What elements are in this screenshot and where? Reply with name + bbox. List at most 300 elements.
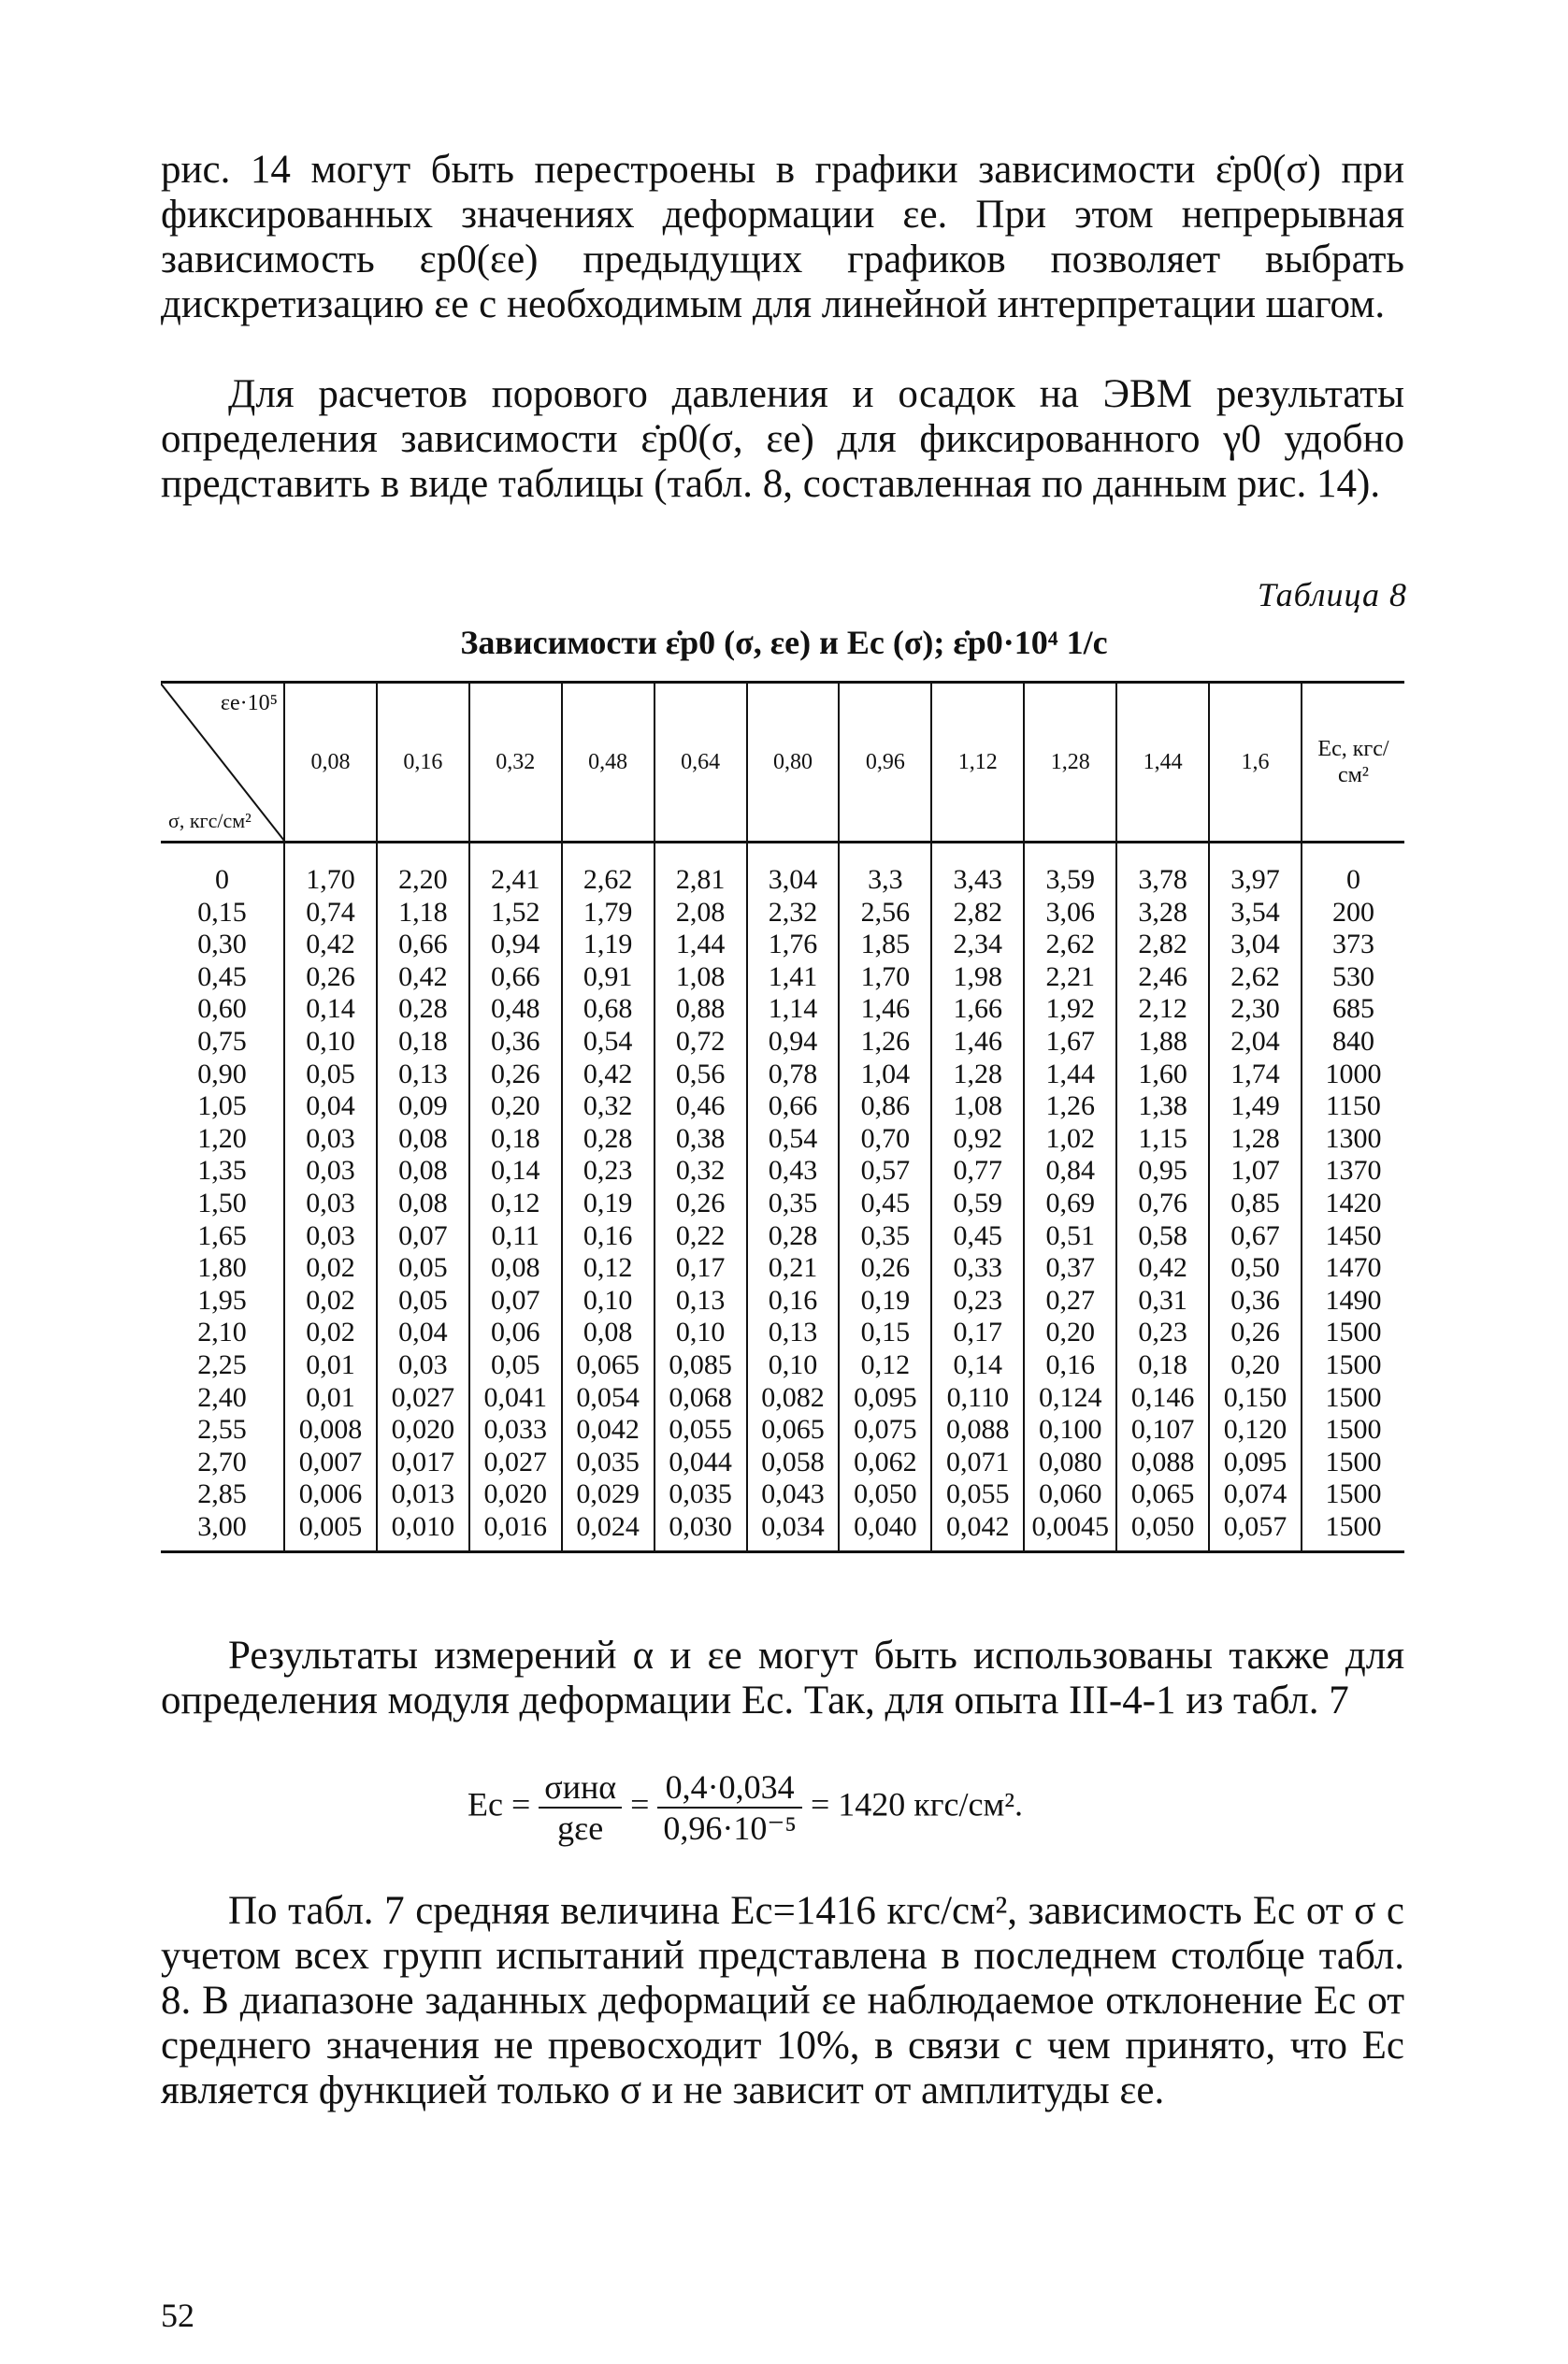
sigma-cell: 1,35 <box>197 1155 247 1187</box>
ec-cell: 1500 <box>1302 1382 1404 1415</box>
table-title: Зависимости ε̇p0 (σ, εe) и Eс (σ); ε̇p0·10⁴ 1/с <box>460 624 1108 661</box>
strain-rate-cell: 1,04 <box>839 1059 931 1091</box>
strain-rate-cell: 1,76 <box>747 929 840 961</box>
strain-rate-cell: 0,67 <box>1209 1220 1302 1253</box>
table-row <box>161 1447 1404 1479</box>
strain-rate-cell: 0,26 <box>1209 1317 1302 1349</box>
strain-rate-cell: 0,035 <box>655 1478 747 1511</box>
strain-rate-cell: 0,05 <box>469 1349 562 1382</box>
strain-rate-cell: 1,07 <box>1209 1155 1302 1188</box>
strain-rate-cell: 2,81 <box>655 843 747 897</box>
strain-rate-cell: 0,029 <box>562 1478 655 1511</box>
strain-rate-cell: 0,16 <box>1024 1349 1116 1382</box>
column-header: 1,12 <box>931 684 1024 843</box>
strain-rate-cell: 0,043 <box>747 1478 840 1511</box>
table-row <box>161 1059 1404 1091</box>
formula-frac1-numerator: σинα <box>539 1767 622 1809</box>
column-header: 0,32 <box>469 684 562 843</box>
strain-rate-cell: 2,30 <box>1209 993 1302 1026</box>
strain-rate-cell: 0,23 <box>931 1285 1024 1318</box>
strain-rate-cell: 0,04 <box>377 1317 469 1349</box>
strain-rate-cell: 0,32 <box>562 1090 655 1123</box>
strain-rate-cell: 0,58 <box>1116 1220 1209 1253</box>
table-row <box>161 1155 1404 1188</box>
strain-rate-cell: 0,21 <box>747 1252 840 1285</box>
strain-rate-cell: 0,69 <box>1024 1188 1116 1220</box>
strain-rate-cell: 0,074 <box>1209 1478 1302 1511</box>
strain-rate-cell: 0,08 <box>562 1317 655 1349</box>
strain-rate-cell: 0,26 <box>839 1252 931 1285</box>
strain-rate-cell: 0,59 <box>931 1188 1024 1220</box>
sigma-cell: 2,40 <box>197 1381 247 1413</box>
strain-rate-cell: 2,21 <box>1024 961 1116 994</box>
formula-frac2-denominator: 0,96·10⁻⁵ <box>663 1809 797 1847</box>
strain-rate-cell: 1,28 <box>931 1059 1024 1091</box>
strain-rate-cell: 0,027 <box>469 1447 562 1479</box>
column-header: 0,96 <box>839 684 931 843</box>
strain-rate-cell: 0,92 <box>931 1123 1024 1156</box>
sigma-cell: 1,65 <box>197 1219 247 1251</box>
strain-rate-cell: 0,94 <box>747 1026 840 1059</box>
ec-cell: 1500 <box>1302 1511 1404 1551</box>
strain-rate-cell: 1,02 <box>1024 1123 1116 1156</box>
strain-rate-cell: 0,04 <box>284 1090 377 1123</box>
table-row <box>161 1317 1404 1349</box>
strain-rate-cell: 0,45 <box>931 1220 1024 1253</box>
strain-rate-cell: 0,19 <box>562 1188 655 1220</box>
column-header-ec: Eс, кгс/см² <box>1302 684 1404 843</box>
strain-rate-cell: 1,67 <box>1024 1026 1116 1059</box>
strain-rate-cell: 0,26 <box>469 1059 562 1091</box>
strain-rate-cell: 1,26 <box>839 1026 931 1059</box>
strain-rate-cell: 1,79 <box>562 897 655 930</box>
strain-rate-cell: 0,77 <box>931 1155 1024 1188</box>
strain-rate-cell: 0,120 <box>1209 1414 1302 1447</box>
sigma-cell: 1,95 <box>197 1284 247 1316</box>
strain-rate-cell: 0,008 <box>284 1414 377 1447</box>
strain-rate-cell: 0,10 <box>747 1349 840 1382</box>
strain-rate-cell: 0,057 <box>1209 1511 1302 1551</box>
strain-rate-cell: 0,054 <box>562 1382 655 1415</box>
table-header-row <box>161 684 1404 843</box>
strain-rate-cell: 0,017 <box>377 1447 469 1479</box>
strain-rate-cell: 0,03 <box>377 1349 469 1382</box>
ec-cell: 530 <box>1302 961 1404 994</box>
strain-rate-cell: 0,18 <box>469 1123 562 1156</box>
strain-rate-cell: 1,70 <box>839 961 931 994</box>
sigma-cell: 1,80 <box>197 1252 247 1284</box>
strain-rate-cell: 0,03 <box>284 1123 377 1156</box>
corner-header-cell <box>161 684 284 843</box>
ec-cell: 1490 <box>1302 1285 1404 1318</box>
formula-lhs: Eс = <box>468 1785 531 1823</box>
sigma-cell: 2,70 <box>197 1446 247 1478</box>
column-header: 0,08 <box>284 684 377 843</box>
strain-rate-cell: 0,66 <box>747 1090 840 1123</box>
strain-rate-cell: 0,23 <box>1116 1317 1209 1349</box>
strain-rate-cell: 2,32 <box>747 897 840 930</box>
table-row <box>161 1478 1404 1511</box>
strain-rate-cell: 0,150 <box>1209 1382 1302 1415</box>
strain-rate-cell: 1,85 <box>839 929 931 961</box>
strain-rate-cell: 1,15 <box>1116 1123 1209 1156</box>
strain-rate-cell: 0,024 <box>562 1511 655 1551</box>
ec-cell: 1420 <box>1302 1188 1404 1220</box>
formula-frac2-numerator: 0,4·0,034 <box>657 1767 802 1809</box>
column-header: 0,64 <box>655 684 747 843</box>
strain-rate-cell: 1,92 <box>1024 993 1116 1026</box>
strain-rate-cell: 0,016 <box>469 1511 562 1551</box>
column-header: 0,80 <box>747 684 840 843</box>
strain-rate-cell: 0,38 <box>655 1123 747 1156</box>
strain-rate-cell: 1,08 <box>931 1090 1024 1123</box>
strain-rate-cell: 0,13 <box>655 1285 747 1318</box>
ec-cell: 1500 <box>1302 1349 1404 1382</box>
strain-rate-cell: 0,26 <box>284 961 377 994</box>
strain-rate-cell: 0,02 <box>284 1285 377 1318</box>
strain-rate-cell: 0,66 <box>377 929 469 961</box>
sigma-cell: 1,05 <box>197 1090 247 1122</box>
strain-rate-cell: 0,66 <box>469 961 562 994</box>
strain-rate-cell: 0,041 <box>469 1382 562 1415</box>
strain-rate-cell: 3,43 <box>931 843 1024 897</box>
column-header: 1,6 <box>1209 684 1302 843</box>
ec-cell: 840 <box>1302 1026 1404 1059</box>
strain-rate-cell: 1,46 <box>839 993 931 1026</box>
strain-rate-cell: 2,62 <box>1209 961 1302 994</box>
strain-rate-cell: 2,04 <box>1209 1026 1302 1059</box>
strain-rate-cell: 1,08 <box>655 961 747 994</box>
sigma-cell: 1,50 <box>197 1187 247 1218</box>
strain-rate-cell: 0,19 <box>839 1285 931 1318</box>
strain-rate-cell: 0,040 <box>839 1511 931 1551</box>
strain-rate-cell: 0,57 <box>839 1155 931 1188</box>
strain-rate-cell: 0,020 <box>377 1414 469 1447</box>
strain-rate-cell: 0,27 <box>1024 1285 1116 1318</box>
paragraph-1: рис. 14 могут быть перестроены в графики зависимости ε̇p0(σ) при фиксированных значениях деформации εe. При этом непрерывная зависимость εp0(εe) предыдущих графиков позволяет выбрать дискретизацию εe с необходимым для линейной интерпретации шагом. <box>161 148 1404 326</box>
strain-rate-cell: 0,36 <box>1209 1285 1302 1318</box>
strain-rate-cell: 0,034 <box>747 1511 840 1551</box>
table-row <box>161 1220 1404 1253</box>
sigma-cell: 2,25 <box>197 1348 247 1380</box>
strain-rate-cell: 0,06 <box>469 1317 562 1349</box>
strain-rate-cell: 0,08 <box>377 1188 469 1220</box>
strain-rate-cell: 0,05 <box>284 1059 377 1091</box>
strain-rate-cell: 0,005 <box>284 1511 377 1551</box>
strain-rate-cell: 0,36 <box>469 1026 562 1059</box>
strain-rate-cell: 0,02 <box>284 1317 377 1349</box>
table-row <box>161 1252 1404 1285</box>
strain-rate-cell: 0,74 <box>284 897 377 930</box>
strain-rate-cell: 3,54 <box>1209 897 1302 930</box>
strain-rate-cell: 3,04 <box>1209 929 1302 961</box>
strain-rate-cell: 0,10 <box>655 1317 747 1349</box>
strain-rate-cell: 2,12 <box>1116 993 1209 1026</box>
strain-rate-cell: 0,54 <box>562 1026 655 1059</box>
strain-rate-cell: 0,42 <box>1116 1252 1209 1285</box>
strain-rate-cell: 0,85 <box>1209 1188 1302 1220</box>
strain-rate-cell: 0,16 <box>562 1220 655 1253</box>
strain-rate-cell: 0,17 <box>931 1317 1024 1349</box>
strain-rate-cell: 3,78 <box>1116 843 1209 897</box>
strain-rate-cell: 0,07 <box>377 1220 469 1253</box>
ec-cell: 1500 <box>1302 1478 1404 1511</box>
strain-rate-cell: 1,49 <box>1209 1090 1302 1123</box>
formula-fraction-numeric <box>657 1767 802 1848</box>
strain-rate-cell: 0,10 <box>284 1026 377 1059</box>
ec-cell: 373 <box>1302 929 1404 961</box>
strain-rate-cell: 0,48 <box>469 993 562 1026</box>
strain-rate-cell: 1,44 <box>1024 1059 1116 1091</box>
strain-rate-cell: 0,28 <box>747 1220 840 1253</box>
strain-rate-cell: 0,05 <box>377 1285 469 1318</box>
strain-rate-cell: 0,45 <box>839 1188 931 1220</box>
strain-rate-cell: 1,26 <box>1024 1090 1116 1123</box>
strain-rate-cell: 0,033 <box>469 1414 562 1447</box>
strain-rate-cell: 0,20 <box>1209 1349 1302 1382</box>
formula-result: = 1420 кгс/см². <box>810 1785 1024 1823</box>
table-row <box>161 929 1404 961</box>
strain-rate-cell: 1,14 <box>747 993 840 1026</box>
ec-cell: 1300 <box>1302 1123 1404 1156</box>
strain-rate-cell: 2,62 <box>562 843 655 897</box>
strain-rate-cell: 0,03 <box>284 1188 377 1220</box>
sigma-cell: 0,90 <box>197 1058 247 1089</box>
strain-rate-cell: 0,060 <box>1024 1478 1116 1511</box>
ec-cell: 1500 <box>1302 1317 1404 1349</box>
strain-rate-cell: 2,82 <box>1116 929 1209 961</box>
strain-rate-cell: 0,065 <box>747 1414 840 1447</box>
strain-rate-cell: 0,100 <box>1024 1414 1116 1447</box>
strain-rate-cell: 0,11 <box>469 1220 562 1253</box>
strain-rate-cell: 0,107 <box>1116 1414 1209 1447</box>
strain-rate-cell: 0,010 <box>377 1511 469 1551</box>
strain-rate-cell: 2,20 <box>377 843 469 897</box>
strain-rate-cell: 0,03 <box>284 1155 377 1188</box>
strain-rate-cell: 0,18 <box>1116 1349 1209 1382</box>
table-row <box>161 961 1404 994</box>
table-row <box>161 1123 1404 1156</box>
strain-rate-cell: 0,050 <box>839 1478 931 1511</box>
sigma-cell: 2,55 <box>197 1414 247 1446</box>
strain-rate-cell: 0,09 <box>377 1090 469 1123</box>
strain-rate-cell: 1,74 <box>1209 1059 1302 1091</box>
strain-rate-cell: 1,52 <box>469 897 562 930</box>
table-row <box>161 897 1404 930</box>
table-row <box>161 843 1404 897</box>
strain-rate-cell: 0,08 <box>469 1252 562 1285</box>
strain-rate-cell: 0,044 <box>655 1447 747 1479</box>
strain-rate-cell: 2,08 <box>655 897 747 930</box>
sigma-cell: 3,00 <box>197 1510 247 1542</box>
strain-rate-cell: 2,41 <box>469 843 562 897</box>
ec-cell: 1370 <box>1302 1155 1404 1188</box>
table-row <box>161 1349 1404 1382</box>
strain-rate-cell: 0,56 <box>655 1059 747 1091</box>
strain-rate-cell: 0,95 <box>1116 1155 1209 1188</box>
strain-rate-cell: 1,60 <box>1116 1059 1209 1091</box>
strain-rate-cell: 0,05 <box>377 1252 469 1285</box>
strain-rate-cell: 0,030 <box>655 1511 747 1551</box>
strain-rate-cell: 0,10 <box>562 1285 655 1318</box>
strain-rate-cell: 0,082 <box>747 1382 840 1415</box>
strain-rate-cell: 1,98 <box>931 961 1024 994</box>
strain-rate-cell: 1,46 <box>931 1026 1024 1059</box>
strain-rate-cell: 0,37 <box>1024 1252 1116 1285</box>
strain-rate-cell: 0,03 <box>284 1220 377 1253</box>
strain-rate-cell: 1,44 <box>655 929 747 961</box>
table-row <box>161 993 1404 1026</box>
strain-rate-cell: 0,94 <box>469 929 562 961</box>
strain-rate-cell: 0,085 <box>655 1349 747 1382</box>
table-row <box>161 1414 1404 1447</box>
ec-cell: 1000 <box>1302 1059 1404 1091</box>
strain-rate-cell: 0,14 <box>469 1155 562 1188</box>
strain-rate-cell: 0,14 <box>931 1349 1024 1382</box>
strain-rate-cell: 0,91 <box>562 961 655 994</box>
strain-rate-cell: 0,075 <box>839 1414 931 1447</box>
formula-fraction-symbolic <box>539 1767 622 1848</box>
sigma-cell: 0,75 <box>197 1025 247 1057</box>
strain-rate-cell: 0,007 <box>284 1447 377 1479</box>
strain-rate-cell: 3,3 <box>839 843 931 897</box>
strain-rate-cell: 1,19 <box>562 929 655 961</box>
strain-rate-cell: 0,42 <box>377 961 469 994</box>
ec-cell: 1150 <box>1302 1090 1404 1123</box>
strain-rate-cell: 0,006 <box>284 1478 377 1511</box>
column-header: 0,16 <box>377 684 469 843</box>
strain-rate-cell: 0,88 <box>655 993 747 1026</box>
strain-rate-cell: 0,071 <box>931 1447 1024 1479</box>
formula-frac1-denominator: gεe <box>557 1809 604 1847</box>
strain-rate-cell: 1,18 <box>377 897 469 930</box>
ec-cell: 1450 <box>1302 1220 1404 1253</box>
table-row <box>161 1188 1404 1220</box>
ec-cell: 1500 <box>1302 1414 1404 1447</box>
strain-rate-cell: 0,13 <box>747 1317 840 1349</box>
strain-rate-cell: 0,110 <box>931 1382 1024 1415</box>
strain-rate-cell: 0,12 <box>469 1188 562 1220</box>
paragraph-2: Для расчетов порового давления и осадок на ЭВМ результаты определения зависимости ε̇p0(σ, εe) для фиксированного γ0 удобно представить в виде таблицы (табл. 8, составленная по данным рис. 14). <box>161 372 1404 506</box>
strain-rate-cell: 1,41 <box>747 961 840 994</box>
strain-rate-cell: 0,54 <box>747 1123 840 1156</box>
strain-rate-cell: 0,70 <box>839 1123 931 1156</box>
strain-rate-cell: 0,055 <box>931 1478 1024 1511</box>
ec-cell: 1500 <box>1302 1447 1404 1479</box>
strain-rate-cell: 0,088 <box>1116 1447 1209 1479</box>
strain-rate-cell: 3,28 <box>1116 897 1209 930</box>
column-header: 1,44 <box>1116 684 1209 843</box>
strain-rate-cell: 3,04 <box>747 843 840 897</box>
column-header: 0,48 <box>562 684 655 843</box>
strain-rate-cell: 1,38 <box>1116 1090 1209 1123</box>
strain-rate-cell: 2,56 <box>839 897 931 930</box>
strain-rate-cell: 0,72 <box>655 1026 747 1059</box>
strain-rate-cell: 0,095 <box>1209 1447 1302 1479</box>
strain-rate-cell: 0,146 <box>1116 1382 1209 1415</box>
table-label: Таблица 8 <box>1257 576 1407 613</box>
data-table-wrapper <box>161 681 1404 1553</box>
table-row <box>161 1511 1404 1551</box>
sigma-cell: 0,15 <box>197 896 247 928</box>
strain-rate-cell: 0,32 <box>655 1155 747 1188</box>
strain-rate-cell: 0,28 <box>377 993 469 1026</box>
sigma-cell: 2,10 <box>197 1317 247 1348</box>
strain-rate-cell: 0,12 <box>562 1252 655 1285</box>
strain-rate-cell: 0,050 <box>1116 1511 1209 1551</box>
ec-cell: 1470 <box>1302 1252 1404 1285</box>
strain-rate-cell: 0,18 <box>377 1026 469 1059</box>
strain-rate-cell: 0,062 <box>839 1447 931 1479</box>
modulus-formula <box>468 1767 1216 1861</box>
strain-rate-cell: 3,97 <box>1209 843 1302 897</box>
paragraph-3: Результаты измерений α и εe могут быть использованы также для определения модуля деформации Eс. Так, для опыта III-4-1 из табл. 7 <box>161 1634 1404 1723</box>
strain-rate-cell: 0,20 <box>469 1090 562 1123</box>
strain-rate-cell: 0,065 <box>562 1349 655 1382</box>
strain-rate-cell: 0,35 <box>839 1220 931 1253</box>
strain-rate-cell: 0,13 <box>377 1059 469 1091</box>
strain-rate-cell: 0,080 <box>1024 1447 1116 1479</box>
strain-rate-cell: 0,84 <box>1024 1155 1116 1188</box>
column-header: 1,28 <box>1024 684 1116 843</box>
strain-rate-cell: 0,28 <box>562 1123 655 1156</box>
strain-rate-cell: 0,43 <box>747 1155 840 1188</box>
corner-stress-label: σ, кгс/см² <box>168 809 252 832</box>
strain-rate-cell: 3,06 <box>1024 897 1116 930</box>
strain-rate-cell: 0,20 <box>1024 1317 1116 1349</box>
strain-rate-cell: 0,68 <box>562 993 655 1026</box>
strain-rate-cell: 0,76 <box>1116 1188 1209 1220</box>
strain-rate-cell: 0,01 <box>284 1349 377 1382</box>
strain-rate-cell: 0,01 <box>284 1382 377 1415</box>
strain-rate-cell: 0,08 <box>377 1123 469 1156</box>
table-row <box>161 1090 1404 1123</box>
strain-rate-cell: 0,16 <box>747 1285 840 1318</box>
strain-rate-cell: 2,46 <box>1116 961 1209 994</box>
strain-rate-cell: 0,035 <box>562 1447 655 1479</box>
strain-rate-cell: 0,013 <box>377 1478 469 1511</box>
strain-rate-cell: 0,33 <box>931 1252 1024 1285</box>
strain-rate-cell: 0,35 <box>747 1188 840 1220</box>
strain-rate-cell: 0,22 <box>655 1220 747 1253</box>
strain-rate-cell: 0,058 <box>747 1447 840 1479</box>
strain-rate-cell: 2,82 <box>931 897 1024 930</box>
strain-rate-cell: 0,23 <box>562 1155 655 1188</box>
strain-rate-cell: 0,78 <box>747 1059 840 1091</box>
ec-cell: 200 <box>1302 897 1404 930</box>
strain-rate-cell: 2,62 <box>1024 929 1116 961</box>
ec-cell: 0 <box>1302 843 1404 897</box>
strain-rate-cell: 0,124 <box>1024 1382 1116 1415</box>
strain-rate-cell: 0,12 <box>839 1349 931 1382</box>
strain-rate-cell: 1,66 <box>931 993 1024 1026</box>
strain-rate-cell: 0,51 <box>1024 1220 1116 1253</box>
sigma-cell: 2,85 <box>197 1478 247 1510</box>
strain-rate-cell: 0,50 <box>1209 1252 1302 1285</box>
strain-rate-cell: 0,088 <box>931 1414 1024 1447</box>
table-row <box>161 1285 1404 1318</box>
formula-equals: = <box>630 1785 650 1823</box>
strain-rate-cell: 3,59 <box>1024 843 1116 897</box>
strain-rate-cell: 0,0045 <box>1024 1511 1116 1551</box>
sigma-cell: 0,45 <box>197 960 247 992</box>
strain-rate-cell: 0,08 <box>377 1155 469 1188</box>
page-number: 52 <box>161 2297 194 2334</box>
sigma-cell: 0 <box>215 864 229 895</box>
strain-rate-cell: 0,17 <box>655 1252 747 1285</box>
sigma-cell: 0,30 <box>197 929 247 960</box>
strain-rate-cell: 0,31 <box>1116 1285 1209 1318</box>
